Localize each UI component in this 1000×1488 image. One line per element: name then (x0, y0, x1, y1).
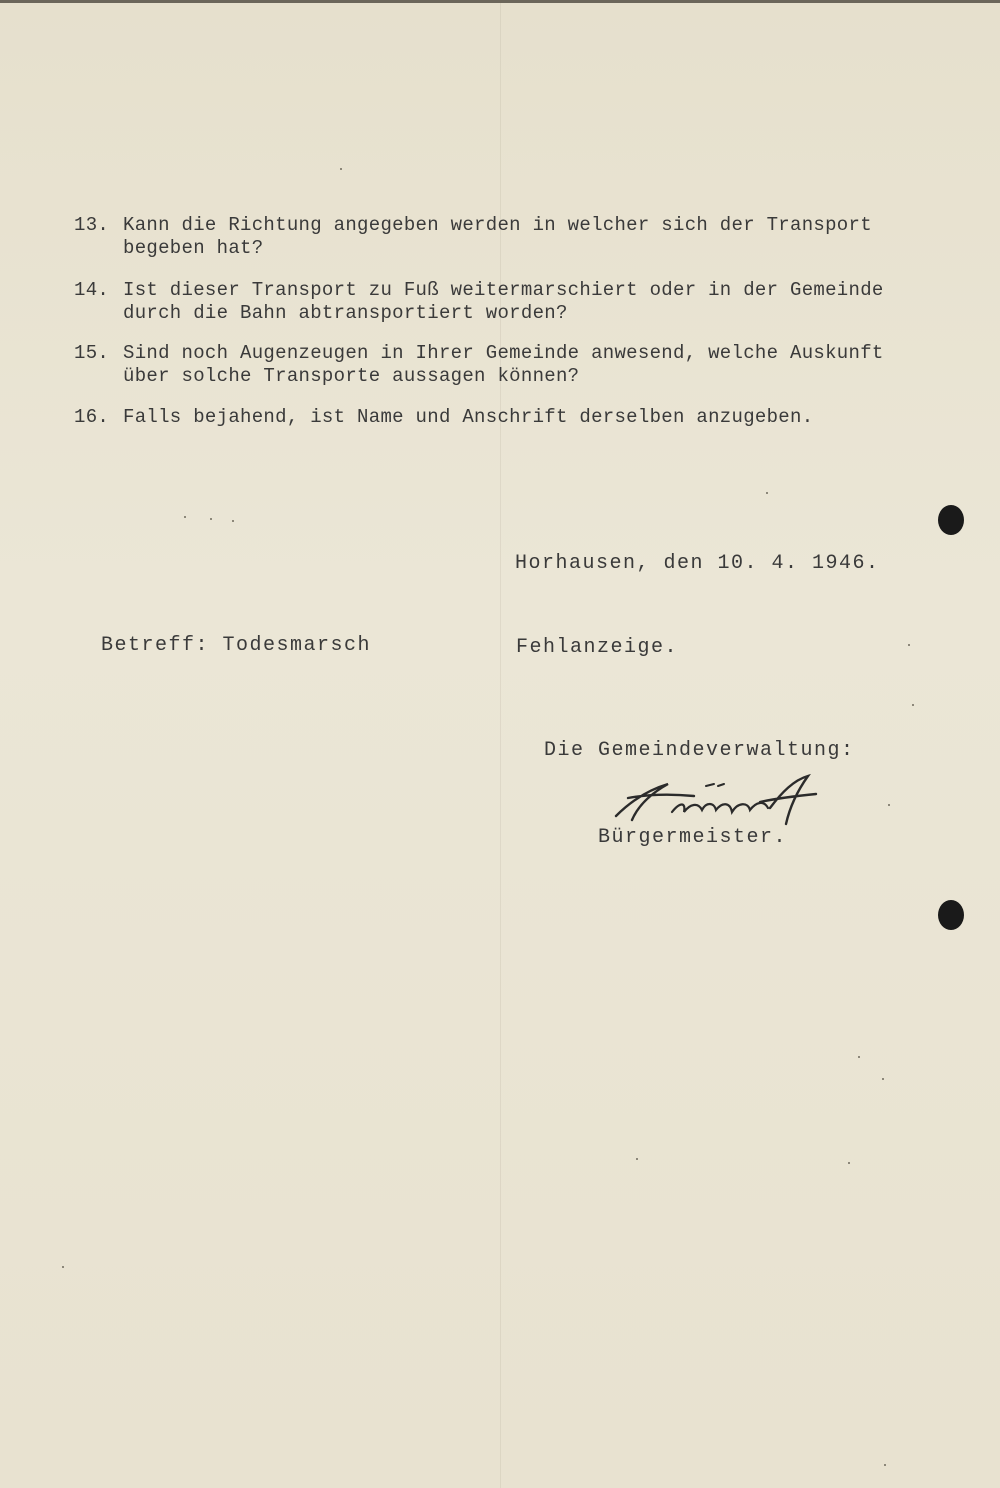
speck (884, 1464, 886, 1466)
speck (232, 520, 234, 522)
question-number: 13. (74, 214, 110, 236)
punch-hole (938, 900, 964, 930)
speck (912, 704, 914, 706)
question-number: 14. (74, 279, 110, 301)
handwritten-signature (610, 772, 825, 832)
speck (908, 644, 910, 646)
subject-line: Betreff: Todesmarsch (101, 634, 372, 657)
question-16 (74, 406, 934, 429)
question-text: Sind noch Augenzeugen in Ihrer Gemeinde anwesend, welche Auskunft über solche Transporte aussagen können? (123, 342, 884, 387)
question-number: 15. (74, 342, 110, 364)
question-14 (74, 279, 934, 325)
question-text: Ist dieser Transport zu Fuß weitermarschiert oder in der Gemeinde durch die Bahn abtransportiert worden? (123, 279, 884, 324)
speck (636, 1158, 638, 1160)
speck (858, 1056, 860, 1058)
signatory-title: Bürgermeister. (598, 826, 788, 849)
speck (340, 168, 342, 170)
question-13 (74, 214, 934, 260)
question-text: Falls bejahend, ist Name und Anschrift derselben anzugeben. (123, 406, 814, 428)
question-number: 16. (74, 406, 110, 428)
punch-hole (938, 505, 964, 535)
place-date: Horhausen, den 10. 4. 1946. (515, 552, 880, 575)
speck (766, 492, 768, 494)
speck (210, 518, 212, 520)
question-text: Kann die Richtung angegeben werden in welcher sich der Transport begeben hat? (123, 214, 872, 259)
speck (184, 516, 186, 518)
speck (848, 1162, 850, 1164)
speck (888, 804, 890, 806)
response-text: Fehlanzeige. (516, 636, 679, 659)
speck (62, 1266, 64, 1268)
speck (882, 1078, 884, 1080)
question-15 (74, 342, 934, 388)
authority-line: Die Gemeindeverwaltung: (544, 739, 855, 762)
